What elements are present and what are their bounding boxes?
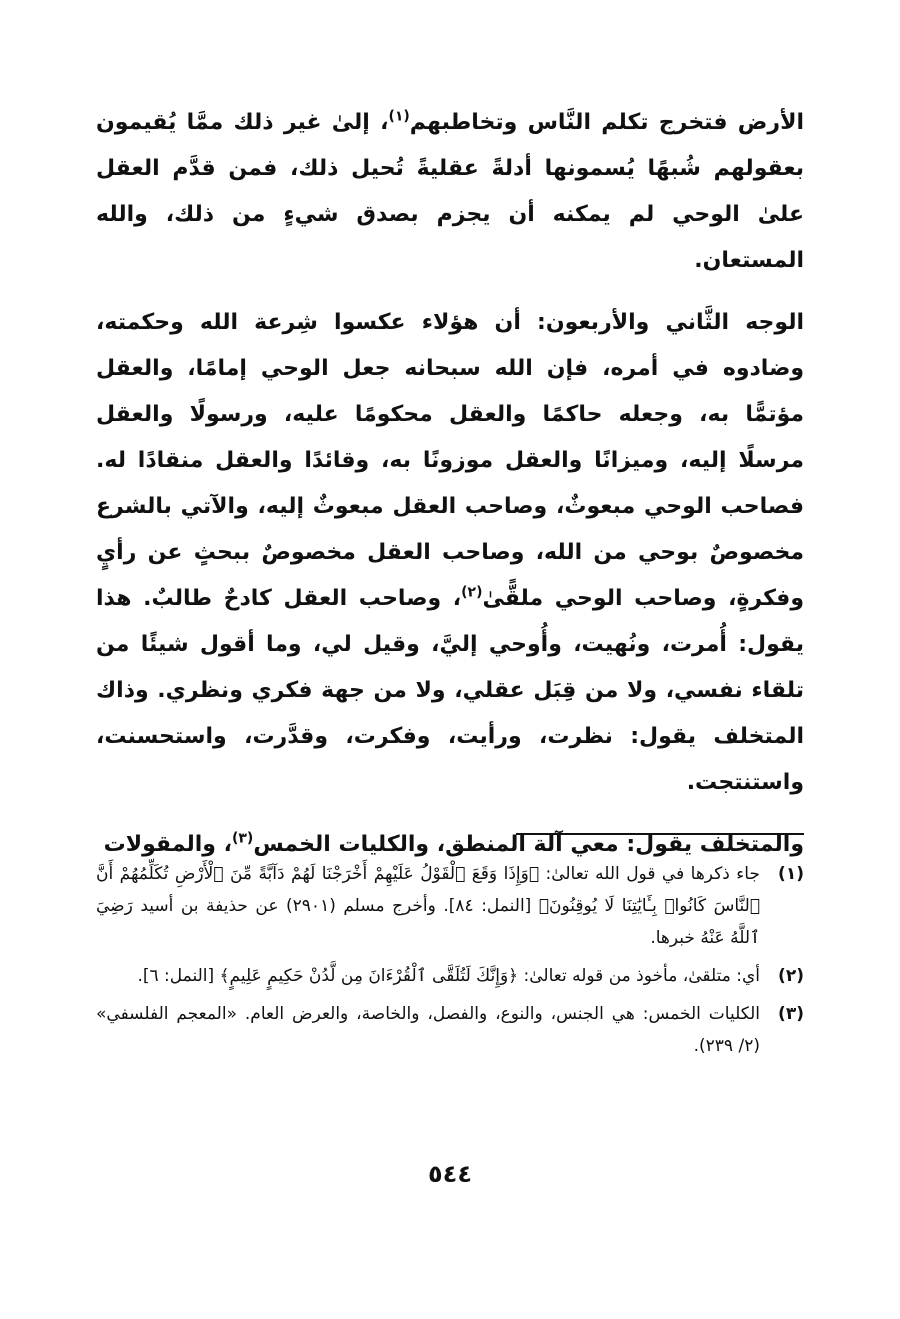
footnote-2-number: (٢): [778, 966, 804, 986]
footnote-3-number: (٣): [778, 1004, 804, 1024]
footnote-ref-1[interactable]: (١): [388, 108, 410, 125]
paragraph-2-lead: الوجه الثَّاني والأربعون: أن هؤلاء عكسوا شِرعة الله وحكمته، وضادوه في أمره، فإن الله سبحانه جعل الوحي إمامًا، والعقل مؤتمًّا به، وجعله حاكمًا والعقل محكومًا عليه، ورسولًا والعقل مرسلًا إليه، وميزانًا والعقل موزونًا به، وقائدًا والعقل منقادًا له. فصاحب الوحي مبعوثٌ، وصاحب العقل مبعوثٌ إليه، والآتي بالشرع مخصوصٌ بوحي من الله، وصاحب العقل مخصوصٌ ببحثٍ عن رأيٍ وفكرةٍ، وصاحب الوحي ملقًّىٰ: [96, 310, 804, 611]
page-number: ٥٤٤: [428, 1160, 472, 1188]
footnote-1: [96, 858, 804, 954]
paragraph-2: [96, 300, 804, 806]
footnote-ref-2[interactable]: (٢): [461, 584, 483, 601]
footnote-3: [96, 998, 804, 1062]
paragraph-1: [96, 100, 804, 284]
footnote-divider: [516, 833, 804, 835]
paragraph-3-rest: ، والمقولات: [103, 832, 232, 857]
footnote-3-text: الكليات الخمس: هي الجنس، والنوع، والفصل، والخاصة، والعرض العام. «المعجم الفلسفي» (٢/ ٢٣٩).: [96, 1004, 760, 1056]
main-text: [96, 100, 804, 868]
paragraph-2-rest: ، وصاحب العقل كادحٌ طالبٌ. هذا يقول: أُمرت، ونُهيت، وأُوحي إليَّ، وقيل لي، وما أقول شيئًا من تلقاء نفسي، ولا من قِبَل عقلي، ولا من جهة فكري ونظري. وذاك المتخلف يقول: نظرت، ورأيت، وفكرت، وقدَّرت، واستحسنت، واستنتجت.: [96, 586, 804, 795]
footnote-ref-3[interactable]: (٣): [231, 830, 254, 847]
paragraph-1-rest: ، إلىٰ غير ذلك ممَّا يُقيمون بعقولهم شُبهًا يُسمونها أدلةً عقليةً تُحيل ذلك، فمن قدَّم العقل علىٰ الوحي لم يمكنه أن يجزم بصدق شيءٍ من ذلك، والله المستعان.: [96, 110, 804, 273]
footnote-1-number: (١): [778, 864, 804, 884]
paragraph-1-lead: الأرض فتخرج تكلم النَّاس وتخاطبهم: [409, 110, 804, 135]
footnote-1-text: جاء ذكرها في قول الله تعالىٰ: ﴿وَإِذَا وَقَعَ ٱلْقَوْلُ عَلَيْهِمْ أَخْرَجْنَا لَهُمْ دَآبَّةً مِّنَ ٱلْأَرْضِ تُكَلِّمُهُمْ أَنَّ ٱلنَّاسَ كَانُوا۟ بِـَٔايَٰتِنَا لَا يُوقِنُونَ﴾ [النمل: ٨٤]. وأخرج مسلم (٢٩٠١) عن حذيفة بن أسيد رَضِيَ ٱللَّهُ عَنْهُ خبرها.: [96, 864, 761, 948]
footnote-2: [96, 960, 804, 992]
paragraph-3-lead: والمتخلف يقول: معي آلة المنطق، والكليات الخمس: [253, 832, 804, 857]
footnotes: [96, 858, 804, 1068]
footnote-2-text: أي: متلقىٰ، مأخوذ من قوله تعالىٰ: ﴿وَإِنَّكَ لَتُلَقَّى ٱلْقُرْءَانَ مِن لَّدُنْ حَكِيمٍ عَلِيمٍ﴾ [النمل: ٦].: [137, 966, 760, 986]
